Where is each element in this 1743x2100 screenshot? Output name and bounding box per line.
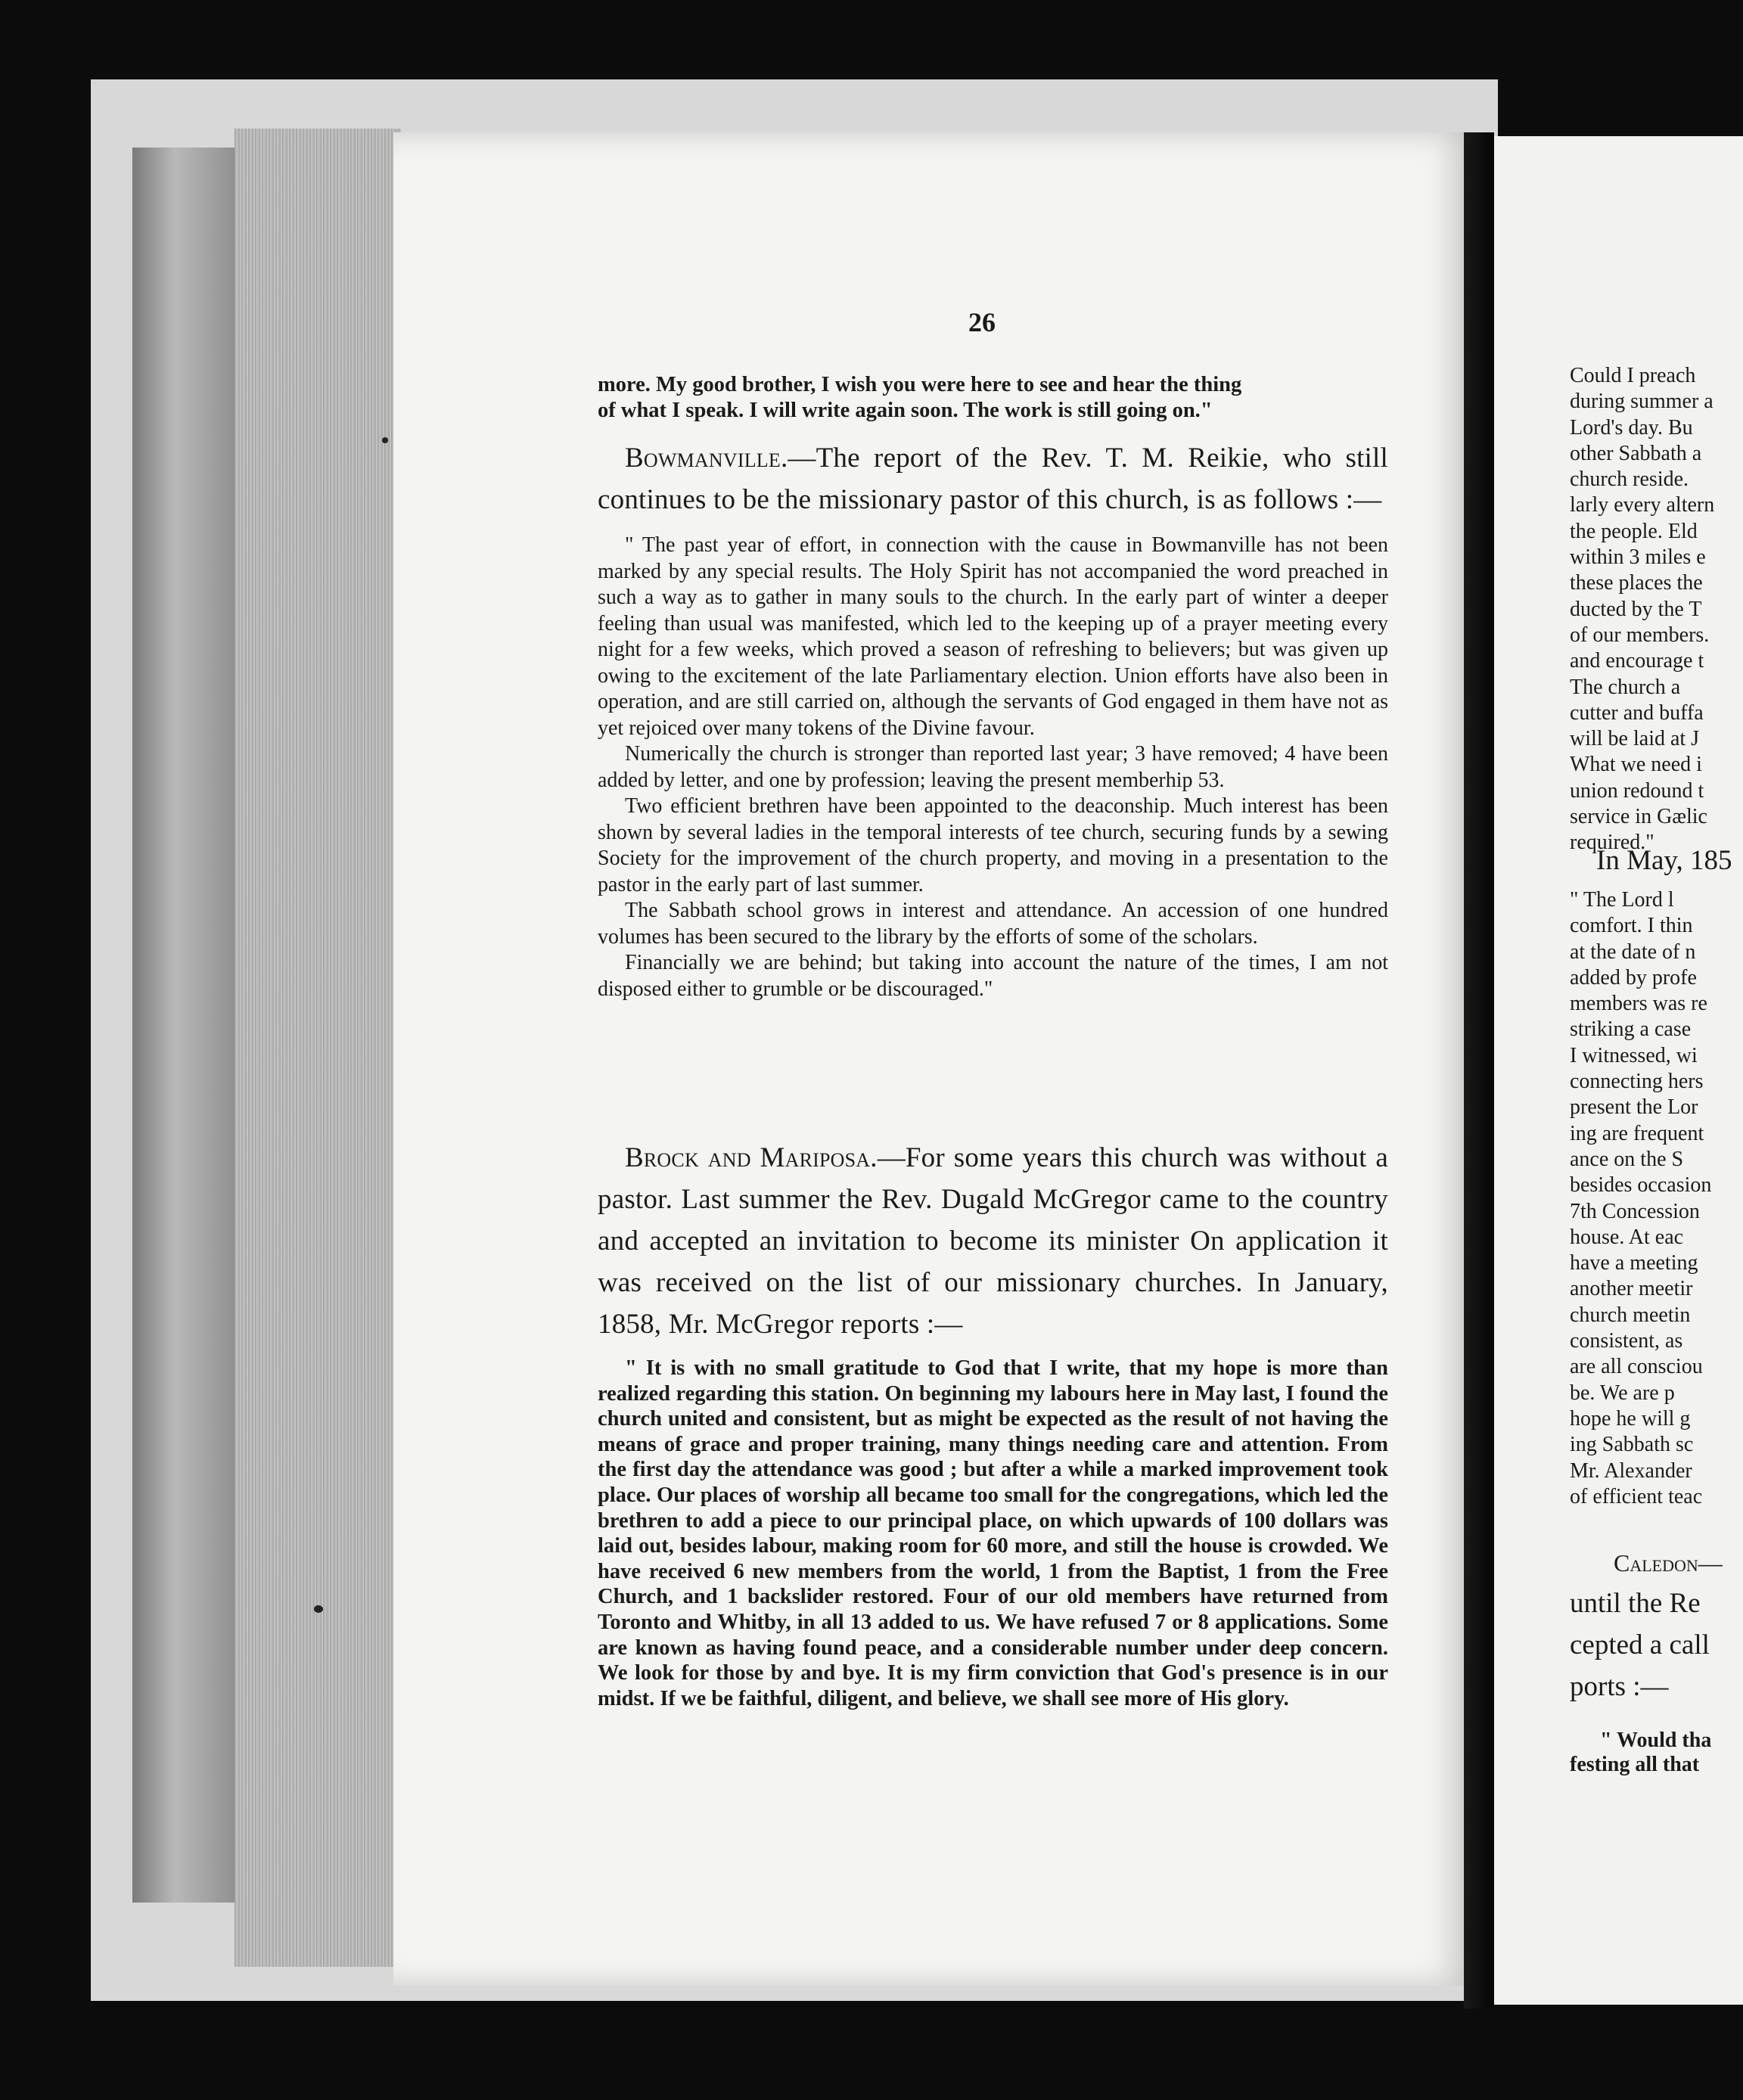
right-line: The church a [1570, 675, 1681, 699]
right-tail [1570, 1729, 1743, 1777]
right-column-a [1570, 363, 1743, 856]
right-line: added by profe [1570, 965, 1697, 989]
right-may-line: In May, 185 [1596, 845, 1732, 876]
right-line: besides occasion [1570, 1173, 1712, 1198]
bowmanville-heading: Bowmanville. [625, 443, 788, 474]
right-line: comfort. I thin [1570, 914, 1693, 938]
right-line: union redound t [1570, 778, 1704, 803]
right-line: another meetir [1570, 1277, 1693, 1301]
quote-paragraph: Numerically the church is stronger than reported last year; 3 have removed; 4 have been added by letter, and one by profession; leaving the present memberhip 53. [598, 742, 1388, 792]
right-line: ports :— [1570, 1671, 1669, 1702]
right-line: of our members. [1570, 623, 1710, 647]
right-line: larly every altern [1570, 493, 1715, 517]
right-line: the people. Eld [1570, 519, 1698, 543]
brock-heading: Brock and Mariposa. [625, 1142, 878, 1173]
right-line: consistent, as [1570, 1329, 1683, 1353]
right-line: church reside. [1570, 468, 1689, 492]
page-fore-edge [235, 129, 401, 1967]
bowmanville-paragraph [598, 437, 1388, 520]
right-line: church meetin [1570, 1303, 1691, 1327]
quote-paragraph: Financially we are behind; but taking into account the nature of the times, I am not disposed either to grumble or be discouraged." [598, 951, 1388, 1001]
right-line: will be laid at J [1570, 727, 1700, 751]
bowmanville-quote [598, 533, 1388, 1002]
page-number: 26 [968, 307, 996, 337]
right-line: hope he will g [1570, 1406, 1691, 1431]
right-line: " Would tha [1600, 1729, 1712, 1752]
right-line: at the date of n [1570, 940, 1696, 964]
right-line: be. We are p [1570, 1381, 1675, 1405]
book-cover-edge [132, 148, 238, 1903]
right-line: " The Lord l [1570, 888, 1674, 912]
right-line: within 3 miles e [1570, 545, 1706, 570]
bowmanville-text: —The report of the Rev. T. M. Reikie, who still continues to be the missionary pastor of this church, is as follows :— [598, 443, 1388, 515]
intro-line: of what I speak. I will write again soon. The work is still going on." [598, 399, 1213, 422]
right-line: cepted a call [1570, 1629, 1710, 1660]
right-line: festing all that [1570, 1753, 1700, 1776]
right-line: striking a case [1570, 1017, 1692, 1042]
right-line: Lord's day. Bu [1570, 415, 1693, 440]
right-line: ing Sabbath sc [1570, 1433, 1694, 1457]
right-caledon [1570, 1543, 1743, 1707]
right-line: these places the [1570, 571, 1703, 595]
quote-paragraph: " The past year of effort, in connection with the cause in Bowmanville has not been marked by any special results. The Holy Spirit has not accompanied the word preached in such a way as to gather in many souls to the church. In the early part of winter a deeper feeling than usual was manifested, which led to the keeping up of a prayer meeting every night for a few weeks, which proved a season of refreshing to believers; but was given up owing to the excitement of the late Parliamentary election. Union efforts have also been in operation, and are still carried on, although the servants of God engaged in them have not as yet rejoiced over many tokens of the Divine favour. [598, 533, 1388, 740]
right-line: ducted by the T [1570, 597, 1702, 621]
right-line: ing are frequent [1570, 1121, 1704, 1145]
intro-paragraph [598, 372, 1388, 424]
right-line: present the Lor [1570, 1095, 1698, 1120]
right-column-b [1570, 887, 1743, 1510]
right-line: until the Re [1570, 1588, 1701, 1619]
right-line: 7th Concession [1570, 1199, 1700, 1223]
right-line: connecting hers [1570, 1070, 1704, 1094]
brock-text: —For some years this church was without a pastor. Last summer the Rev. Dugald McGregor came to the country and accepted an invitation to become its minister On application it was received on the list of our missionary churches. In January, 1858, Mr. McGregor reports :— [598, 1142, 1388, 1340]
right-line: cutter and buffa [1570, 701, 1704, 725]
right-line: required." [1570, 831, 1654, 855]
right-line: are all consciou [1570, 1355, 1703, 1379]
quote-paragraph: The Sabbath school grows in interest and attendance. An accession of one hundred volumes has been secured to the library by the efforts of some of the scholars. [598, 899, 1388, 949]
right-line: other Sabbath a [1570, 441, 1702, 465]
caledon-heading: Caledon— [1614, 1549, 1723, 1577]
right-line: during summer a [1570, 390, 1713, 414]
right-line: I witnessed, wi [1570, 1043, 1698, 1067]
brock-quote: " It is with no small gratitude to God that I write, that my hope is more than realized regarding this station. On beginning my labours here in May last, I found the church united and consistent, but as might be expected as the result of not having the means of grace and proper training, many things needing care and attention. From the first day the attendance was good ; but after a while a marked improvement took place. Our places of worship all became too small for the congregations, which led the brethren to add a piece to our principal place, on which upwards of 100 dollars was laid out, besides labour, making room for 60 more, and still the house is crowded. We have received 6 new members from the world, 1 from the Baptist, 1 from the Free Church, and 1 backslider restored. Four of our old members have returned from Toronto and Whitby, in all 13 added to us. We have refused 7 or 8 applications. Some are known as having found peace, and a considerable number under deep concern. We look for those by and bye. It is my firm conviction that God's presence is in our midst. If we be faithful, diligent, and believe, we shall see more of His glory. [598, 1356, 1388, 1710]
quote-paragraph: Two efficient brethren have been appointed to the deaconship. Much interest has been shown by several ladies in the temporal interests of tee church, securing funds by a sewing Society for the improvement of the church property, and moving in a presentation to the pastor in the early part of last summer. [598, 794, 1388, 896]
right-line: Could I preach [1570, 364, 1696, 387]
page-mark [382, 437, 388, 443]
right-line: house. At eac [1570, 1225, 1684, 1249]
right-line: of efficient teac [1570, 1484, 1703, 1508]
right-line: and encourage t [1570, 649, 1704, 673]
right-line: members was re [1570, 992, 1707, 1016]
brock-paragraph [598, 1137, 1388, 1345]
intro-line: more. My good brother, I wish you were here to see and hear the thing [598, 373, 1242, 396]
page-mark [314, 1605, 323, 1613]
right-line: Mr. Alexander [1570, 1459, 1692, 1483]
right-line: What we need i [1570, 753, 1702, 777]
right-line: have a meeting [1570, 1251, 1698, 1275]
right-line: ance on the S [1570, 1147, 1684, 1171]
book-gutter [1464, 132, 1494, 2008]
right-line: service in Gælic [1570, 805, 1707, 829]
